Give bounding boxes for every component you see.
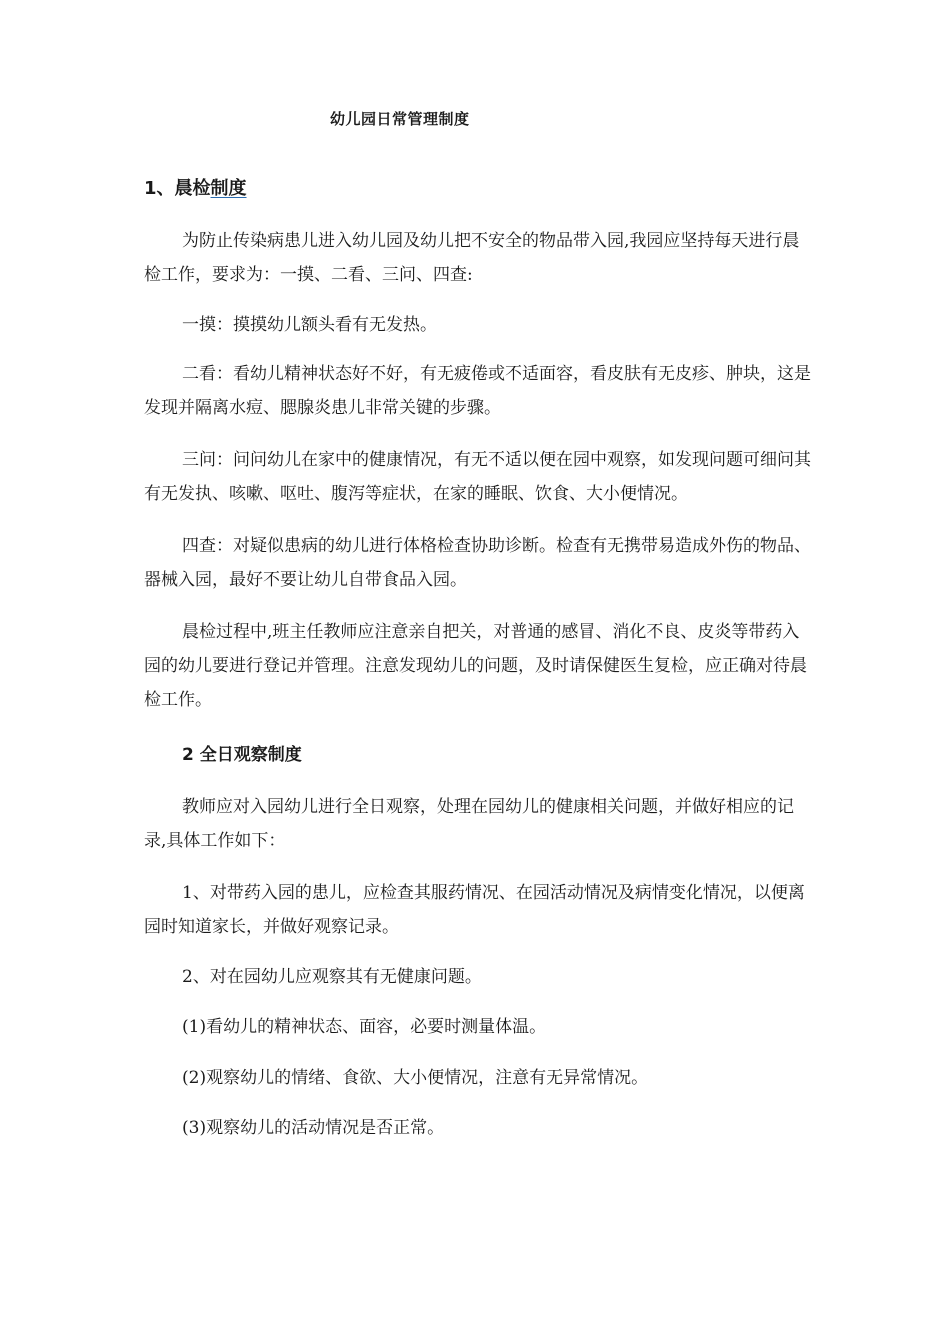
paragraph-observation-intro: 教师应对入园幼儿进行全日观察，处理在园幼儿的健康相关问题，并做好相应的记录,具体工作如下： [144,797,794,851]
paragraph-item-1: (1)看幼儿的精神状态、面容，必要时测量体温。 [182,1017,547,1037]
paragraph-ask: 三问：问问幼儿在家中的健康情况，有无不适以便在园中观察，如发现问题可细问其有无发执、咳嗽、呕吐、腹泻等症状，在家的睡眠、饮食、大小便情况。 [144,450,811,504]
section-heading-morning-check-prefix: 1、晨检 [144,178,211,199]
paragraph-medicated-children: 1、对带药入园的患儿，应检查其服药情况、在园活动情况及病情变化情况，以便离园时知道家长，并做好观察记录。 [144,883,805,937]
paragraph-item-3: (3)观察幼儿的活动情况是否正常。 [182,1118,445,1138]
section-heading-morning-check [144,174,247,200]
document-title: 幼儿园日常管理制度 [330,110,470,128]
paragraph-touch: 一摸：摸摸幼儿额头看有无发热。 [182,315,437,335]
paragraph-morning-check-process: 晨检过程中,班主任教师应注意亲自把关，对普通的感冒、消化不良、皮炎等带药入园的幼儿要进行登记并管理。注意发现幼儿的问题，及时请保健医生复检，应正确对待晨检工作。 [144,622,807,710]
paragraph-check: 四查：对疑似患病的幼儿进行体格检查协助诊断。检查有无携带易造成外伤的物品、器械入园，最好不要让幼儿自带食品入园。 [144,536,811,590]
paragraph-item-2: (2)观察幼儿的情绪、食欲、大小便情况，注意有无异常情况。 [182,1068,649,1088]
paragraph-health-observation: 2、对在园幼儿应观察其有无健康问题。 [182,967,482,987]
section-heading-all-day-observation: 2 全日观察制度 [182,745,302,765]
section-heading-morning-check-suffix: 制度 [210,178,247,199]
paragraph-intro: 为防止传染病患儿进入幼儿园及幼儿把不安全的物品带入园,我园应坚持每天进行晨检工作，要求为：一摸、二看、三问、四查: [144,231,800,285]
paragraph-look: 二看：看幼儿精神状态好不好，有无疲倦或不适面容，看皮肤有无皮疹、肿块，这是发现并隔离水痘、腮腺炎患儿非常关键的步骤。 [144,364,811,418]
